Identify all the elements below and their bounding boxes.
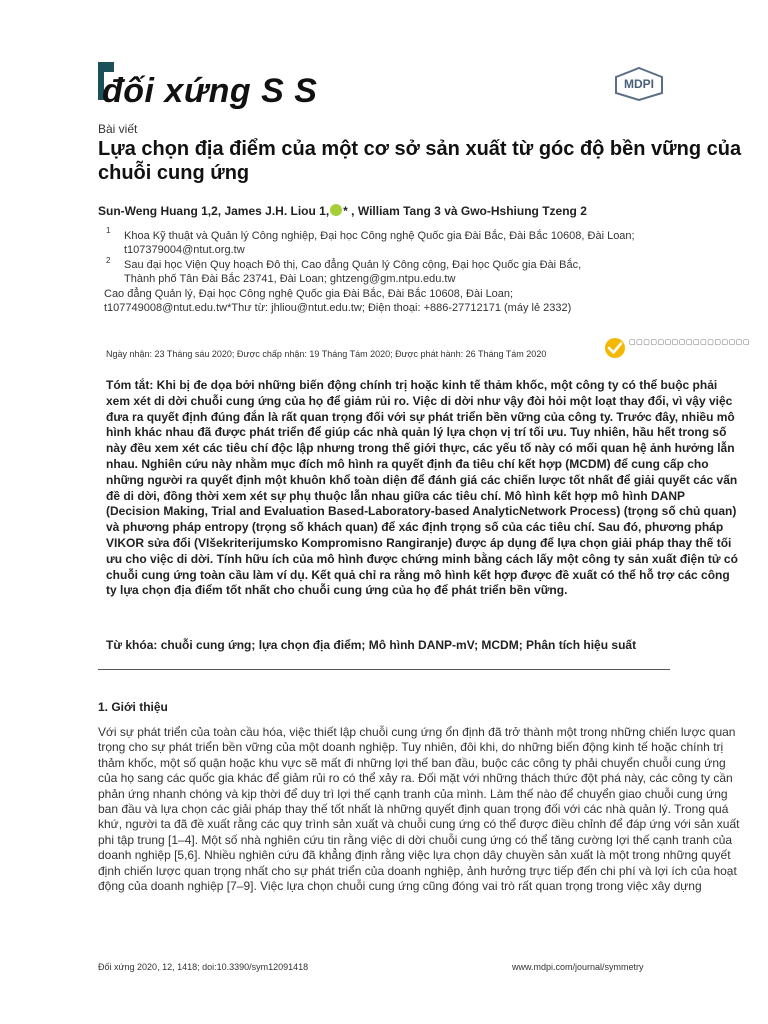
check-for-updates-icon[interactable]	[604, 337, 626, 359]
section-heading: 1. Giới thiệu	[98, 700, 168, 714]
mdpi-logo-text: MDPI	[624, 77, 654, 91]
body-paragraph: Với sự phát triển của toàn cầu hóa, việc thiết lập chuỗi cung ứng ổn định đã trở thành một trong những chiến lược quan trọng cho sự phát triển bền vững của một doanh nghiệp. Tuy nhiên, đôi khi, do những biến động kinh tế hoặc chính trị thảm khốc, một số quận hoặc khu vực sẽ mất đi những lợi thế ban đầu, buộc các công ty phải chuyển chuỗi cung ứng của họ sang các quốc gia khác để giảm rủi ro có thể xảy ra. Đối mặt với những thách thức đột phá này, các công ty cần phản ứng nhanh chóng và kịp thời để duy trì lợi thế cạnh tranh của mình. Làm thế nào để chuyển giao chuỗi cung ứng ban đầu và lựa chọn các giải pháp thay thế tốt nhất là những quyết định quan trọng đối với các nhà quản lý. Trong quá khứ, người ta đã đề xuất rằng các quy trình sản xuất và chuỗi cung ứng có thể được điều chỉnh để đáp ứng với sản xuất phi tập trung [1–4]. Một số nhà nghiên cứu tin rằng việc di dời chuỗi cung ứng có thể tăng cường lợi thế cạnh tranh của doanh nghiệp [5,6]. Nhiều nghiên cứu đã khẳng định rằng việc lựa chọn dây chuyền sản xuất là một trong những quyết định chiến lược quan trọng nhất cho sự phát triển của doanh nghiệp, ảnh hưởng trực tiếp đến chi phí và lợi ích của hoạt động của doanh nghiệp [7–9]. Việc lựa chọn chuỗi cung ứng cũng đóng vai trò rất quan trọng trong việc xây dựng	[98, 725, 740, 894]
journal-title: đối xứng S S	[102, 72, 318, 110]
article-title: Lựa chọn địa điểm của một cơ sở sản xuất từ góc độ bền vững của chuỗi cung ứng	[98, 138, 742, 184]
abstract: Tóm tắt: Khi bị đe dọa bởi những biến động chính trị hoặc kinh tế thảm khốc, một công ty có thể buộc phải xem xét di dời chuỗi cung ứng của họ để giảm rủi ro. Việc di dời như vậy đòi hỏi một loạt thay đổi, vì vậy việc đưa ra quyết định đúng đắn là rất quan trọng đối với sự phát triển bền vững của công ty. Trước đây, nhiều mô hình khác nhau đã được phát triển để giúp các nhà quản lý lựa chọn vị trí tối ưu. Tuy nhiên, hầu hết trong số này đều xem xét các tiêu chí độc lập nhưng trong thế giới thực, các yếu tố này có mối quan hệ ảnh hưởng lẫn nhau. Nghiên cứu này nhằm mục đích mô hình ra quyết định đa tiêu chí kết hợp (MCDM) để cung cấp cho những người ra quyết định một khuôn khổ toàn diện để đánh giá các chiến lược tốt nhất để giải quyết các vấn đề di dời, đồng thời xem xét sự phụ thuộc lẫn nhau giữa các tiêu chí. Mô hình kết hợp mô hình DANP (Decision Making, Trial and Evaluation Based-Laboratory-based AnalyticNetwork Process) (trọng số chủ quan) và phương pháp entropy (trọng số khách quan) để xác định trọng số của các tiêu chí. Sau đó, phương pháp VIKOR sửa đổi (VIšekriterijumsko Kompromisno Rangiranje) được áp dụng để lựa chọn giải pháp thay thế tối ưu cho việc di dời. Tính hữu ích của mô hình được chứng minh bằng cách lấy một công ty sản xuất điện tử có chuỗi cung ứng toàn cầu làm ví dụ. Kết quả chỉ ra rằng mô hình kết hợp được đề xuất có thể hỗ trợ các công ty lựa chọn địa điểm tốt nhất cho chuỗi cung ứng của họ để phát triển bền vững.	[106, 378, 738, 598]
author-list	[98, 204, 738, 218]
affiliation-number-2: 2	[106, 256, 111, 265]
mdpi-logo	[614, 67, 664, 101]
section-divider	[98, 669, 670, 670]
footer-journal-url[interactable]: www.mdpi.com/journal/symmetry	[512, 962, 644, 972]
authors-part-2: * , William Tang 3 và Gwo-Hshiung Tzeng 2	[343, 204, 587, 218]
affiliation-1: Khoa Kỹ thuật và Quản lý Công nghiệp, Đại học Công nghệ Quốc gia Đài Bắc, Đài Bắc 10608, Đài Loan; t107379004@ntut.org.tw	[124, 230, 635, 256]
affiliation-number-1: 1	[106, 226, 111, 235]
footer-citation: Đối xứng 2020, 12, 1418; doi:10.3390/sym12091418	[98, 962, 309, 972]
affiliation-2: Sau đại học Viện Quy hoạch Đô thị, Cao đẳng Quản lý Công cộng, Đại học Quốc gia Đài Bắc, Thành phố Tân Đài Bắc 23741, Đài Loan; ghtzeng@gm.ntpu.edu.tw	[124, 259, 582, 285]
keywords: Từ khóa: chuỗi cung ứng; lựa chọn địa điểm; Mô hình DANP-mV; MCDM; Phân tích hiệu suất	[106, 638, 637, 652]
affiliation-3: Cao đẳng Quản lý, Đại học Công nghệ Quốc gia Đài Bắc, Đài Bắc 10608, Đài Loan; t107749008@ntut.edu.tw*Thư từ: jhliou@ntut.edu.tw; Điện thoại: +886-27712171 (máy lẻ 2332)	[104, 288, 572, 314]
article-type: Bài viết	[98, 122, 138, 136]
publication-dates: Ngày nhận: 23 Tháng sáu 2020; Được chấp nhận: 19 Tháng Tám 2020; Được phát hành: 26 Tháng Tám 2020	[106, 349, 547, 359]
check-for-updates-label[interactable]: ▢▢▢▢▢▢▢▢▢▢▢▢▢▢▢▢▢	[629, 339, 750, 346]
authors-part-1: Sun-Weng Huang 1,2, James J.H. Liou 1,	[98, 204, 330, 218]
orcid-icon[interactable]	[330, 204, 342, 216]
